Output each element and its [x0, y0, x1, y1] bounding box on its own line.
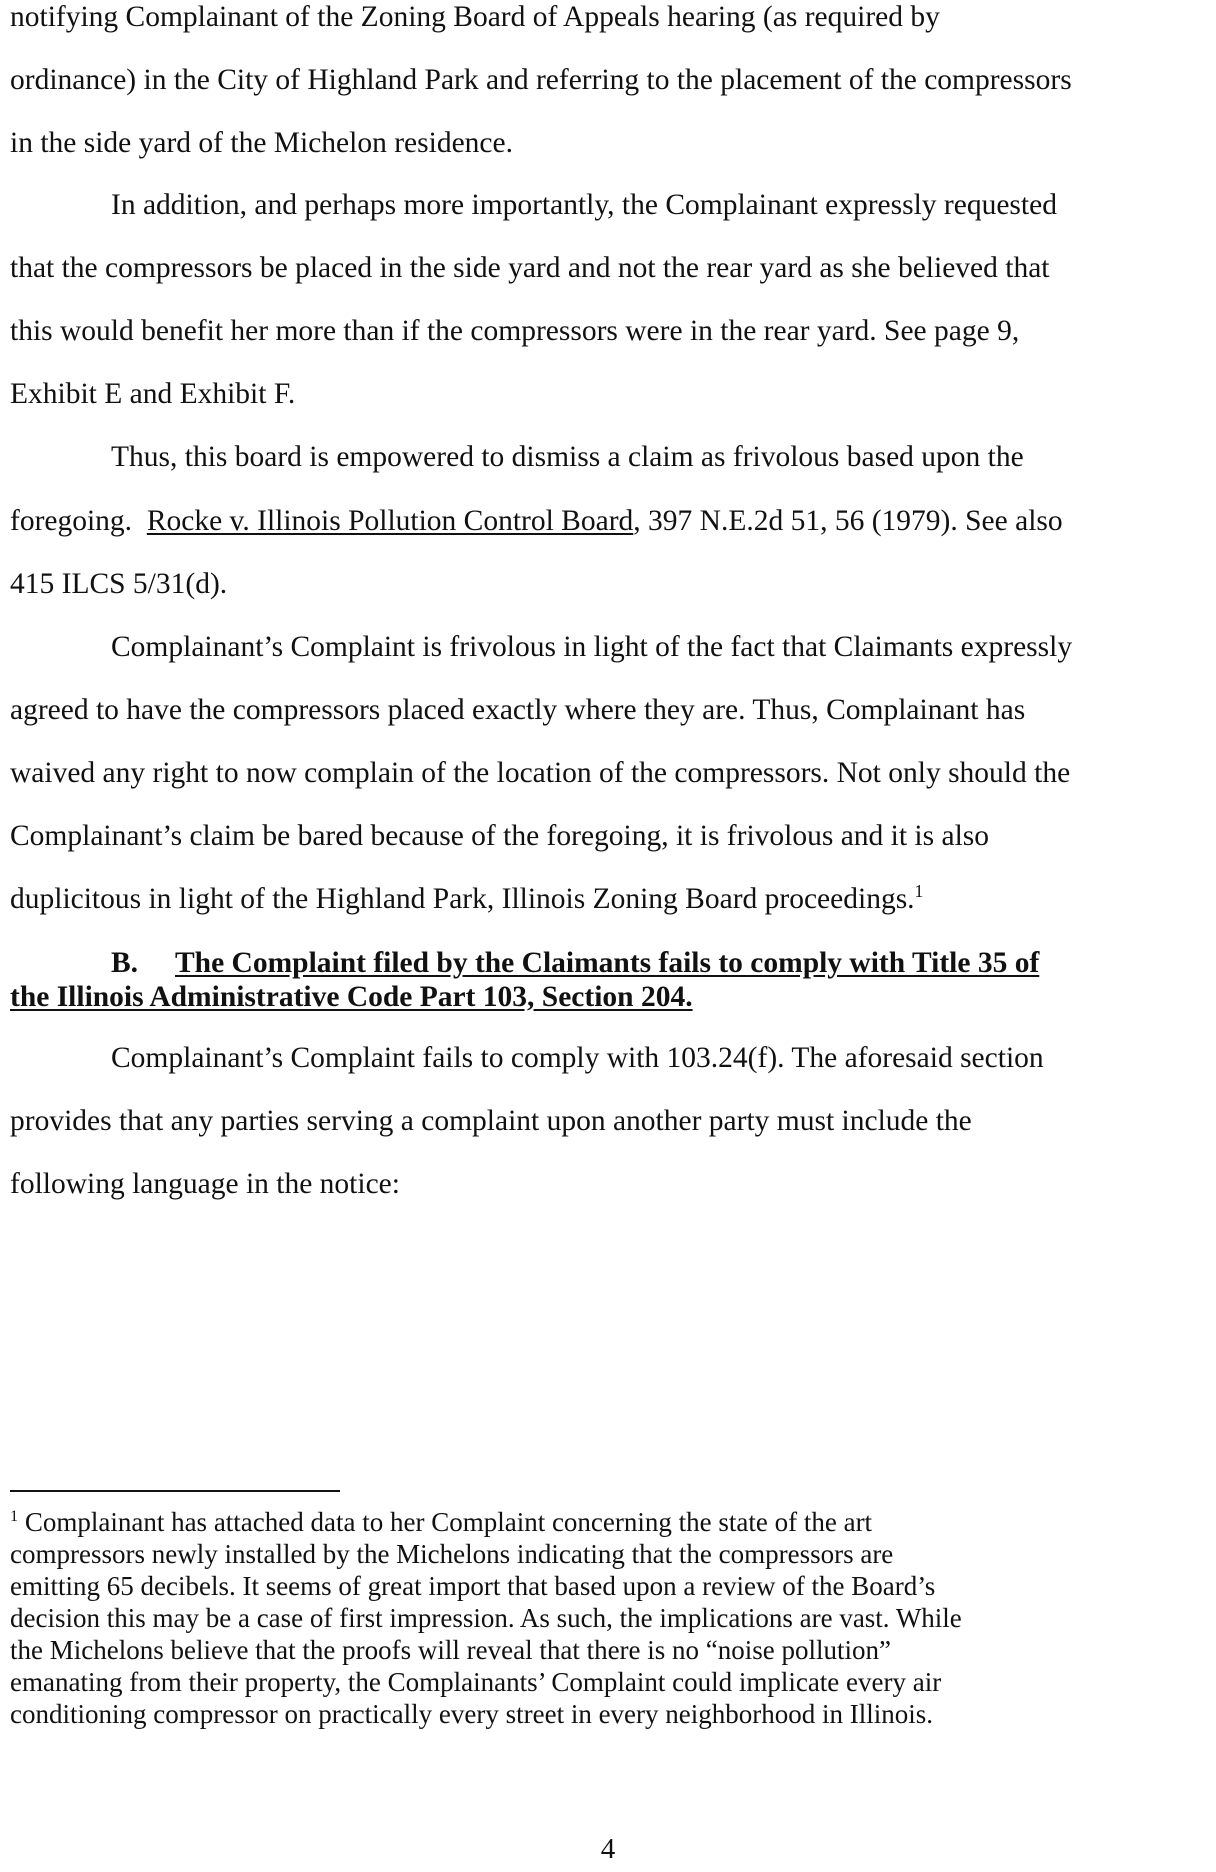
- body-line: that the compressors be placed in the side yard and not the rear yard as she believed that: [10, 252, 1050, 284]
- body-text: , 397 N.E.2d 51, 56 (1979). See also: [633, 505, 1063, 537]
- body-line: in the side yard of the Michelon residence.: [10, 127, 513, 159]
- section-heading-line2: the Illinois Administrative Code Part 103, Section 204.: [10, 981, 693, 1013]
- case-citation: Rocke v. Illinois Pollution Control Board: [146, 505, 634, 537]
- footnote-reference: 1: [914, 881, 924, 902]
- body-text: duplicitous in light of the Highland Park, Illinois Zoning Board proceedings.: [10, 883, 915, 915]
- footnote-marker: 1: [10, 1507, 19, 1525]
- body-line: agreed to have the compressors placed exactly where they are. Thus, Complainant has: [10, 694, 1026, 726]
- section-heading-line1: The Complaint filed by the Claimants fails to comply with Title 35 of: [175, 947, 1040, 979]
- body-line: provides that any parties serving a complaint upon another party must include the: [10, 1105, 972, 1137]
- footnote-line: compressors newly installed by the Michelons indicating that the compressors are: [10, 1539, 894, 1569]
- section-letter: B.: [111, 947, 139, 979]
- citation-line: [10, 504, 1063, 538]
- footnote-line: decision this may be a case of first impression. As such, the implications are vast. While: [10, 1603, 962, 1633]
- body-line: waived any right to now complain of the location of the compressors. Not only should the: [10, 757, 1071, 789]
- footnote-line: emitting 65 decibels. It seems of great import that based upon a review of the Board’s: [10, 1571, 936, 1601]
- page-number: 4: [600, 1833, 616, 1865]
- body-text: foregoing.: [10, 505, 147, 537]
- body-line-with-footnote: [10, 882, 923, 916]
- body-line: notifying Complainant of the Zoning Board of Appeals hearing (as required by: [10, 1, 940, 33]
- body-line: following language in the notice:: [10, 1168, 400, 1200]
- footnote-line: conditioning compressor on practically every street in every neighborhood in Illinois.: [10, 1699, 934, 1729]
- body-line: Exhibit E and Exhibit F.: [10, 378, 296, 410]
- body-line: ordinance) in the City of Highland Park and referring to the placement of the compressors: [10, 64, 1072, 96]
- body-line: Complainant’s Complaint is frivolous in light of the fact that Claimants expressly: [111, 631, 1073, 663]
- body-line: 415 ILCS 5/31(d).: [10, 568, 228, 600]
- footnote-text: Complainant has attached data to her Complaint concerning the state of the art: [18, 1507, 873, 1537]
- body-line: In addition, and perhaps more importantly, the Complainant expressly requested: [111, 189, 1057, 221]
- body-line: Thus, this board is empowered to dismiss a claim as frivolous based upon the: [111, 441, 1024, 473]
- footnote-line: [10, 1507, 872, 1537]
- footnote-line: emanating from their property, the Complainants’ Complaint could implicate every air: [10, 1667, 942, 1697]
- body-line: Complainant’s Complaint fails to comply with 103.24(f). The aforesaid section: [111, 1042, 1044, 1074]
- footnote-line: the Michelons believe that the proofs will reveal that there is no “noise pollution”: [10, 1635, 892, 1665]
- body-line: this would benefit her more than if the compressors were in the rear yard. See page 9,: [10, 315, 1020, 347]
- footnote-separator: [10, 1490, 340, 1492]
- body-line: Complainant’s claim be bared because of the foregoing, it is frivolous and it is also: [10, 820, 990, 852]
